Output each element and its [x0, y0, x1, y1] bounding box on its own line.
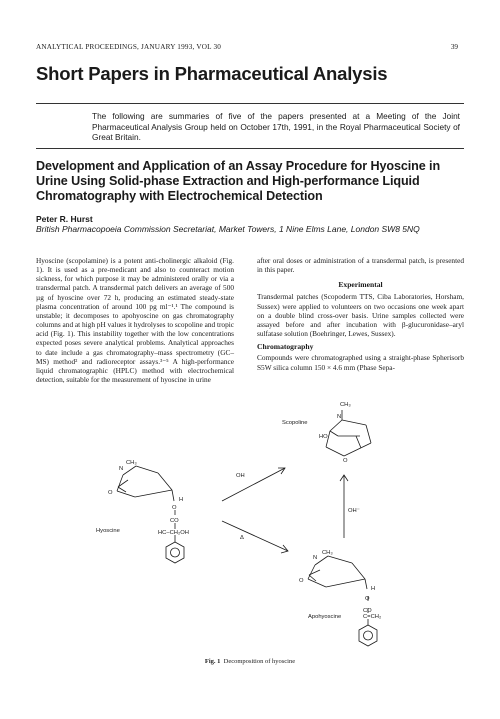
- hyoscine-ch3-label: CH₃: [126, 460, 137, 466]
- scopoline-ch3-label: CH₃: [340, 402, 351, 408]
- apohyoscine-h-label: H: [371, 586, 376, 592]
- intro-summary: The following are summaries of five of the papers presented at a Meeting of the Joint Pharmaceutical Analysis Group held on October 17th, 1991, in the Royal Pharmaceutical Society of Great Britain.: [92, 111, 460, 143]
- oh-minus-label: OH⁻: [348, 508, 360, 514]
- apohyoscine-ester-o-label: O: [365, 596, 370, 602]
- arrow-to-scopoline: [222, 468, 285, 501]
- apohyoscine-co-label: CO: [363, 608, 372, 614]
- body-paragraph: after oral doses or administration of a transdermal patch, is presented in this paper.: [257, 256, 464, 275]
- arrow-to-apohyoscine: [222, 521, 288, 551]
- chromatography-heading: Chromatography: [257, 342, 314, 352]
- paper-title: Development and Application of an Assay Procedure for Hyoscine in Urine Using Solid-phase Extraction and High-performance Liquid Chromatography with Electrochemical Detection: [36, 159, 441, 203]
- apohyoscine-label: Apohyoscine: [308, 614, 342, 620]
- author-name: Peter R. Hurst: [36, 214, 93, 224]
- scopoline-n-label: N: [337, 414, 342, 420]
- page-number: 39: [450, 43, 458, 51]
- experimental-heading: Experimental: [338, 280, 383, 290]
- hyoscine-side-chain-label: HC–CH₂OH: [158, 530, 189, 536]
- author-affiliation: British Pharmacopoeia Commission Secretariat, Market Towers, 1 Nine Elms Lane, London SW8 5NQ: [36, 224, 420, 234]
- hyoscine-h-label: H: [179, 497, 184, 503]
- body-paragraph: Hyoscine (scopolamine) is a potent anti-cholinergic alkaloid (Fig. 1). It is used as a pre-medicant and also to counteract motion sickness, for which purpose it may be administered orally or via a transdermal patch. A transdermal patch delivers an average of 500 µg of hyoscine over 72 h, producing an estimated steady-state plasma concentration of around 100 pg ml⁻¹.¹ The compound is unstable; it decomposes to apohyoscine on gas chromatography columns and at high pH values it hydrolyses to scopoline and tropic acid (Fig. 1). This instability together with the low concentrations expected poses severe analytical problems. Analytical approaches to date include a gas chromatography–mass spectrometry (GC–MS) method² and radioreceptor assays.³⁻⁵ A high-performance liquid chromatographic (HPLC) method with electrochemical detection, suitable for the measurement of hyoscine in urine: [36, 256, 234, 385]
- divider-bottom: [36, 148, 464, 149]
- apohyoscine-side-chain-label: C=CH₂: [363, 614, 382, 620]
- hyoscine-o-label: O: [108, 490, 113, 496]
- hyoscine-label: Hyoscine: [96, 528, 120, 534]
- body-column-left: [36, 256, 234, 384]
- hyoscine-structure: [117, 466, 184, 563]
- body-paragraph: Compounds were chromatographed using a straight-phase Spherisorb S5W silica column 150 × 4.6 mm (Phase Sepa-: [257, 353, 464, 372]
- apohyoscine-n-label: N: [313, 555, 318, 561]
- caption-text: Decomposition of hyoscine: [223, 658, 296, 665]
- scopoline-ho-label: HO: [319, 434, 328, 440]
- oh-arrow-label: OH: [236, 473, 245, 479]
- caption-label: Fig. 1: [204, 658, 221, 665]
- hyoscine-co-label: CO: [170, 518, 179, 524]
- scopoline-structure: [326, 410, 371, 456]
- running-head: ANALYTICAL PROCEEDINGS, JANUARY 1993, VOL 30: [36, 43, 222, 51]
- apohyoscine-ch3-label: CH₃: [322, 550, 333, 556]
- scopoline-o-label: O: [343, 458, 348, 464]
- scopoline-label: Scopoline: [282, 420, 308, 426]
- body-column-right: [257, 256, 464, 372]
- decomposition-figure: [60, 393, 460, 668]
- divider-top: [36, 103, 464, 104]
- hyoscine-n-label: N: [119, 466, 124, 472]
- delta-label: Δ: [240, 535, 244, 541]
- figure-caption: [0, 658, 500, 665]
- section-title: Short Papers in Pharmaceutical Analysis: [36, 63, 388, 84]
- body-paragraph: Transdermal patches (Scopoderm TTS, Ciba Laboratories, Horsham, Sussex) were applied to volunteers on two occasions one week apart on a double blind cross-over basis. Urine samples collected were assayed before and after incubation with β-glucuronidase–aryl sulfatase solution (Boehringer, Lewes, Sussex).: [257, 292, 464, 339]
- apohyoscine-o-label: O: [299, 578, 304, 584]
- hyoscine-ester-o-label: O: [172, 505, 177, 511]
